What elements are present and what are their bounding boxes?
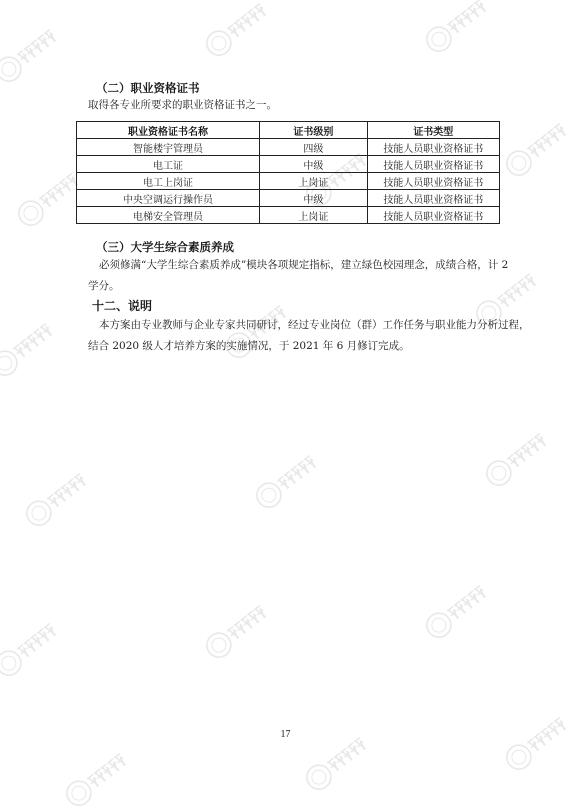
section-quality-para-line1: 必须修满“大学生综合素质养成”模块各项规定指标，建立绿色校园理念，成绩合格，计 2 bbox=[99, 259, 509, 271]
table-row bbox=[77, 190, 500, 207]
cell-cert-type: 技能人员职业资格证书 bbox=[367, 139, 499, 156]
cell-cert-type: 技能人员职业资格证书 bbox=[367, 173, 499, 190]
cell-cert-level: 上岗证 bbox=[260, 207, 368, 224]
certificate-table bbox=[76, 121, 500, 224]
column-header-level: 证书级别 bbox=[260, 122, 368, 139]
college-seal-watermark-icon bbox=[199, 0, 276, 64]
college-seal-watermark-icon bbox=[249, 446, 326, 515]
cell-cert-level: 上岗证 bbox=[260, 173, 368, 190]
section-note-para-line2: 结合 2020 级人才培养方案的实施情况，于 2021 年 6 月修订完成。 bbox=[88, 340, 410, 352]
cell-cert-type: 技能人员职业资格证书 bbox=[367, 156, 499, 173]
college-seal-watermark-icon bbox=[0, 314, 61, 383]
cell-cert-name: 电工上岗证 bbox=[77, 173, 260, 190]
college-seal-watermark-icon bbox=[59, 744, 136, 808]
column-header-name: 职业资格证书名称 bbox=[77, 122, 260, 139]
cell-cert-type: 技能人员职业资格证书 bbox=[367, 207, 499, 224]
college-seal-watermark-icon bbox=[499, 114, 571, 183]
section-note-heading: 十二、说明 bbox=[92, 299, 153, 313]
table-header-row bbox=[77, 122, 500, 139]
cell-cert-level: 四级 bbox=[260, 139, 368, 156]
section-cert-intro: 取得各专业所要求的职业资格证书之一。 bbox=[88, 99, 277, 111]
college-seal-watermark-icon bbox=[479, 424, 556, 493]
table-row bbox=[77, 156, 500, 173]
college-seal-watermark-icon bbox=[199, 596, 276, 665]
cell-cert-name: 中央空调运行操作员 bbox=[77, 190, 260, 207]
college-seal-watermark-icon bbox=[499, 708, 571, 777]
section-note-para-line1: 本方案由专业教师与企业专家共同研讨，经过专业岗位（群）工作任务与职业能力分析过程， bbox=[99, 319, 530, 331]
table-row bbox=[77, 173, 500, 190]
table-row bbox=[77, 207, 500, 224]
college-seal-watermark-icon bbox=[19, 464, 96, 533]
cell-cert-level: 中级 bbox=[260, 190, 368, 207]
section-quality-heading: （三）大学生综合素质养成 bbox=[96, 240, 234, 254]
cell-cert-name: 电梯安全管理员 bbox=[77, 207, 260, 224]
college-seal-watermark-icon bbox=[419, 576, 496, 645]
section-cert-heading: （二）职业资格证书 bbox=[96, 81, 200, 95]
table-row bbox=[77, 139, 500, 156]
college-seal-watermark-icon bbox=[0, 614, 65, 683]
column-header-type: 证书类型 bbox=[367, 122, 499, 139]
college-seal-watermark-icon bbox=[419, 0, 496, 60]
section-quality-para-line2: 学分。 bbox=[88, 280, 120, 292]
cell-cert-type: 技能人员职业资格证书 bbox=[367, 190, 499, 207]
cell-cert-name: 电工证 bbox=[77, 156, 260, 173]
cell-cert-name: 智能楼宇管理员 bbox=[77, 139, 260, 156]
college-seal-watermark-icon bbox=[0, 20, 65, 89]
cell-cert-level: 中级 bbox=[260, 156, 368, 173]
page-number: 17 bbox=[280, 729, 291, 740]
